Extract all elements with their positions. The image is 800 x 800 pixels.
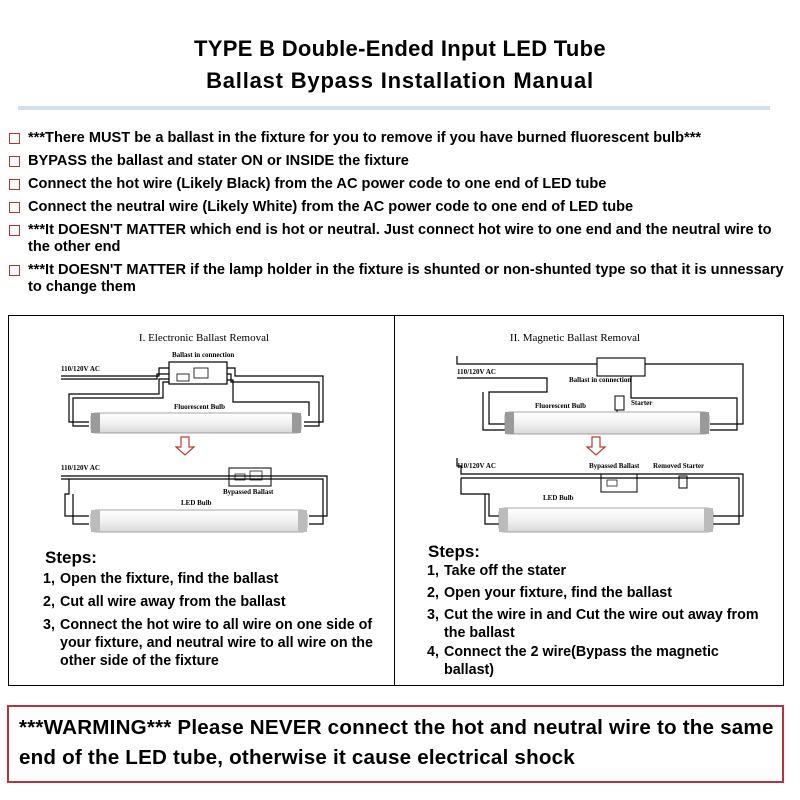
note-item [6,262,791,296]
ballast-label: Ballast in connection [172,351,235,359]
step-item [43,616,373,670]
diagram-title: II. Magnetic Ballast Removal [509,332,641,344]
step-number: 1, [427,563,439,579]
note-item [6,222,791,256]
ballast-in-connection [169,362,227,384]
steps-title: Steps: [428,542,480,561]
removed-starter-label: Removed Starter [653,462,705,470]
page-subtitle: Ballast Bypass Installation Manual [206,68,594,93]
checkbox-icon [9,179,20,190]
header-divider [18,106,770,110]
step-number: 3, [427,607,439,623]
step-item [43,570,383,588]
step-number: 1, [43,571,55,587]
step-number: 2, [43,594,55,610]
bypassed-label: Bypassed Ballast [589,462,640,470]
step-item [427,606,767,642]
starter [615,396,624,410]
diagram-title: I. Electronic Ballast Removal [138,332,270,344]
notes-list [6,130,791,302]
note-text: Connect the neutral wire (Likely White) from the AC power code to one end of LED tube [28,199,634,215]
fluorescent-bulb [91,413,301,433]
note-item [6,153,791,170]
step-item [427,584,767,602]
step-text: Cut all wire away from the ballast [60,594,286,610]
magnetic-ballast-panel [394,315,784,686]
fluorescent-bulb [505,412,709,434]
checkbox-icon [9,156,20,167]
step-text: Open the fixture, find the ballast [60,571,279,587]
step-text: Open your fixture, find the ballast [444,585,672,601]
warning-box [7,705,784,783]
ac-label-bottom: 110/120V AC [457,462,496,470]
ballast-in-connection [597,358,645,376]
warning-text: ***WARMING*** Please NEVER connect the hot and neutral wire to the same end of the LED tube, otherwise it cause electrical shock [19,716,774,769]
checkbox-icon [9,133,20,144]
step-number: 3, [43,617,55,633]
ballast-label: Ballast in connection [569,376,632,384]
note-text: ***It DOESN'T MATTER which end is hot or neutral. Just connect hot wire to one end and the neutral wire to the other end [28,222,772,255]
note-item [6,130,791,147]
note-text: ***It DOESN'T MATTER if the lamp holder in the fixture is shunted or non-shunted type so that it is unnessary to change them [28,262,784,295]
down-arrow-icon [587,437,605,455]
note-text: BYPASS the ballast and stater ON or INSIDE the fixture [28,153,409,169]
step-text: Cut the wire in and Cut the wire out away from the ballast [444,607,759,641]
led-bulb [91,510,307,532]
steps-title: Steps: [45,548,97,567]
bypassed-ballast [601,474,637,492]
ac-label-bottom: 110/120V AC [61,464,100,472]
step-text: Connect the 2 wire(Bypass the magnetic ballast) [444,644,719,678]
led-bulb-label: LED Bulb [181,499,212,507]
step-item [427,562,767,580]
bulb-label: Fluorescent Bulb [174,403,226,411]
note-text: Connect the hot wire (Likely Black) from the AC power code to one end of LED tube [28,176,607,192]
step-text: Connect the hot wire to all wire on one side of your fixture, and neutral wire to all wire on the other side of the fixture [60,617,373,669]
led-bulb [499,508,713,532]
electronic-ballast-panel [8,315,395,686]
step-item [427,643,767,679]
step-text: Take off the stater [444,563,567,579]
bypassed-label: Bypassed Ballast [223,488,274,496]
note-item [6,176,791,193]
step-item [43,593,383,611]
checkbox-icon [9,265,20,276]
step-number: 2, [427,585,439,601]
bulb-label: Fluorescent Bulb [535,402,587,410]
note-text: ***There MUST be a ballast in the fixture for you to remove if you have burned fluorescent bulb*** [28,130,702,146]
checkbox-icon [9,202,20,213]
bypassed-ballast [229,468,271,486]
down-arrow-icon [176,437,194,455]
ac-label-top: 110/120V AC [61,365,100,373]
led-bulb-label: LED Bulb [543,494,574,502]
starter-label: Starter [631,399,653,407]
page-title: TYPE B Double-Ended Input LED Tube [194,36,606,61]
ac-label-top: 110/120V AC [457,368,496,376]
step-number: 4, [427,644,439,660]
checkbox-icon [9,225,20,236]
note-item [6,199,791,216]
